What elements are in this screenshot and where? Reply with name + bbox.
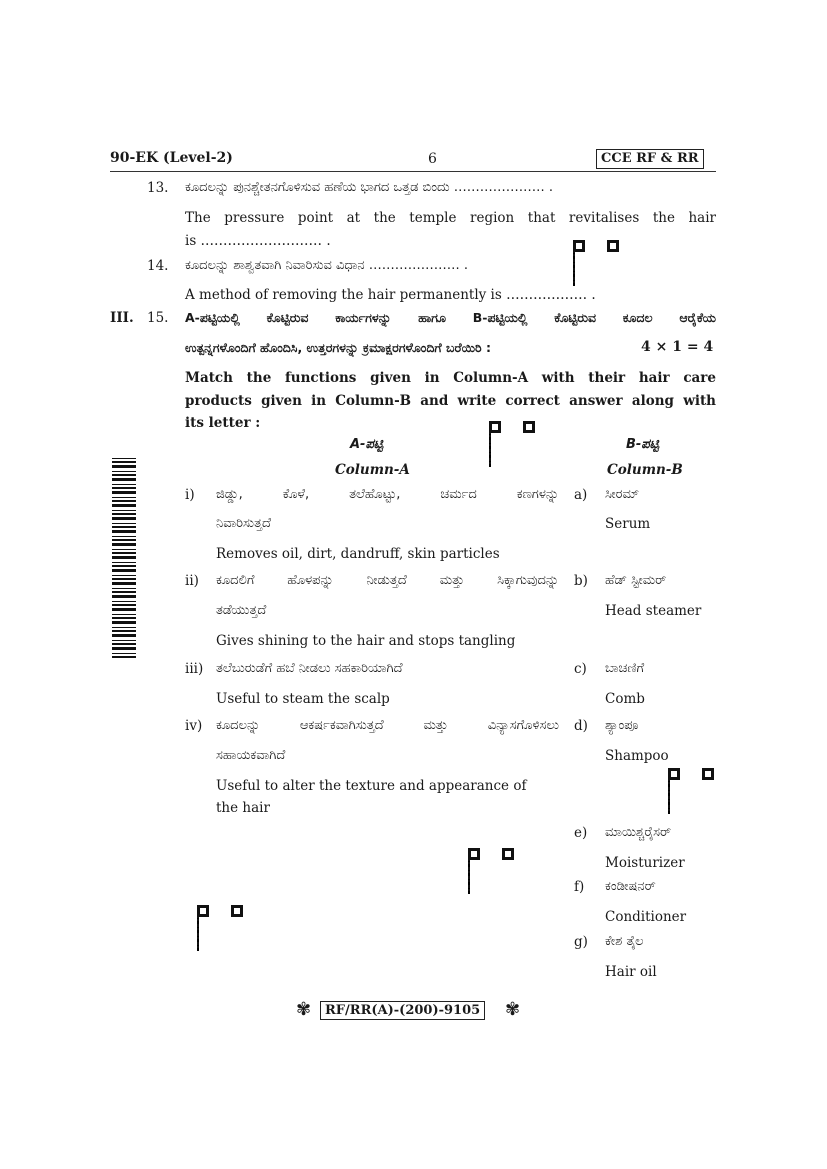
- section-number: III.: [110, 310, 134, 326]
- item-b-label: d): [574, 718, 588, 734]
- q15-english-line1: Match the functions given in Column-A with their hair care: [185, 370, 716, 386]
- column-b-heading: Column-B: [607, 462, 683, 478]
- item-b-english: Head steamer: [605, 603, 702, 619]
- item-a-kannada-line1: ಜಿಡ್ಡು, ಕೊಳೆ, ತಲೆಹೊಟ್ಟು, ಚರ್ಮದ ಕಣಗಳನ್ನು: [216, 487, 559, 502]
- item-b-kannada: ಸೀರಮ್: [605, 487, 640, 502]
- qr-code-5: [197, 905, 243, 951]
- q15-number: 15.: [147, 310, 169, 326]
- item-b-kannada: ಕಂಡೀಷನರ್: [605, 879, 656, 894]
- item-a-kannada-line1: ಕೂದಲಿಗೆ ಹೊಳಪನ್ನು ನೀಡುತ್ತದೆ ಮತ್ತು ಸಿಕ್ಕಾಗುವುದನ್ನು: [216, 573, 559, 588]
- item-b-label: c): [574, 661, 587, 677]
- footer-ornament-right-icon: ✾: [505, 999, 521, 1020]
- exam-box: CCE RF & RR: [596, 149, 704, 169]
- q15-english-line2: products given in Column-B and write correct answer along with: [185, 393, 716, 409]
- column-a-heading: Column-A: [335, 462, 410, 478]
- q15-marks: 4 × 1 = 4: [641, 339, 714, 355]
- item-b-english: Comb: [605, 691, 645, 707]
- item-b-label: e): [574, 825, 588, 841]
- item-b-kannada: ಶ್ಯಾಂಪೂ: [605, 718, 639, 733]
- side-barcode: [112, 455, 136, 658]
- item-b-kannada: ಮಾಯಿಶ್ಚರೈಸರ್: [605, 825, 672, 840]
- q13-number: 13.: [147, 180, 169, 196]
- q14-number: 14.: [147, 258, 169, 274]
- item-a-kannada-line2: ನಿವಾರಿಸುತ್ತದೆ: [216, 516, 271, 531]
- item-b-kannada: ಬಾಚಣಿಗೆ: [605, 661, 645, 676]
- item-a-english-line1: Gives shining to the hair and stops tangling: [216, 633, 516, 649]
- q15-kannada-line2: ಉತ್ಪನ್ನಗಳೊಂದಿಗೆ ಹೊಂದಿಸಿ, ಉತ್ತರಗಳನ್ನು ಕ್ರಮಾಕ್ಷರಗಳೊಂದಿಗೆ ಬರೆಯಿರಿ :: [185, 340, 491, 355]
- item-b-label: b): [574, 573, 588, 589]
- q13-kannada: ಕೂದಲನ್ನು ಪುನಶ್ಚೇತನಗೊಳಿಸುವ ಹಣೆಯ ಭಾಗದ ಒತ್ತಡ ಬಿಂದು ………………… .: [185, 180, 553, 195]
- item-b-english: Serum: [605, 516, 651, 532]
- item-b-english: Shampoo: [605, 748, 669, 764]
- q13-english-line1: The pressure point at the temple region that revitalises the hair: [185, 210, 716, 226]
- qr-code-1: [573, 240, 619, 286]
- item-b-kannada: ಹೆಡ್ ಸ್ಟೀಮರ್: [605, 573, 667, 588]
- item-a-label: ii): [185, 573, 199, 589]
- q13-english-line2: is ……………………… .: [185, 233, 331, 249]
- q15-english-line3: its letter :: [185, 415, 261, 431]
- qr-code-3: [668, 768, 714, 814]
- item-b-english: Hair oil: [605, 964, 657, 980]
- footer-code: RF/RR(A)-(200)-9105: [320, 1001, 485, 1020]
- item-a-english-line1: Useful to alter the texture and appearance of: [216, 778, 527, 794]
- item-b-label: g): [574, 934, 588, 950]
- q14-english: A method of removing the hair permanently is ……………… .: [185, 287, 596, 303]
- q15-kannada-line1: A-ಪಟ್ಟಿಯಲ್ಲಿ ಕೊಟ್ಟಿರುವ ಕಾರ್ಯಗಳನ್ನು ಹಾಗೂ B-ಪಟ್ಟಿಯಲ್ಲಿ ಕೊಟ್ಟಿರುವ ಕೂದಲ ಆರೈಕೆಯ: [185, 310, 716, 325]
- page-number: 6: [428, 151, 437, 167]
- item-a-kannada-line2: ಸಹಾಯಕವಾಗಿದೆ: [216, 748, 286, 763]
- item-a-kannada-line1: ತಲೆಬುರುಡೆಗೆ ಹಬೆ ನೀಡಲು ಸಹಕಾರಿಯಾಗಿದೆ: [216, 661, 403, 676]
- column-a-kannada: A-ಪಟ್ಟಿ: [350, 437, 384, 452]
- qr-code-4: [468, 848, 514, 894]
- item-b-label: a): [574, 487, 588, 503]
- paper-code: 90-EK (Level-2): [110, 150, 233, 166]
- item-a-label: i): [185, 487, 195, 503]
- q14-kannada: ಕೂದಲನ್ನು ಶಾಶ್ವತವಾಗಿ ನಿವಾರಿಸುವ ವಿಧಾನ ………………… .: [185, 258, 468, 273]
- header-rule: [110, 171, 716, 172]
- item-b-kannada: ಕೇಶ ತೈಲ: [605, 934, 644, 949]
- item-b-english: Conditioner: [605, 909, 687, 925]
- column-b-kannada: B-ಪಟ್ಟಿ: [626, 437, 660, 452]
- item-a-kannada-line2: ತಡೆಯುತ್ತದೆ: [216, 603, 267, 618]
- item-b-label: f): [574, 879, 585, 895]
- item-a-english-line1: Useful to steam the scalp: [216, 691, 390, 707]
- item-a-english-line2: the hair: [216, 800, 270, 816]
- qr-code-2: [489, 421, 535, 467]
- item-a-kannada-line1: ಕೂದಲನ್ನು ಆಕರ್ಷಕವಾಗಿಸುತ್ತದೆ ಮತ್ತು ವಿನ್ಯಾಸಗೊಳಿಸಲು: [216, 718, 559, 733]
- item-a-label: iv): [185, 718, 203, 734]
- item-a-english-line1: Removes oil, dirt, dandruff, skin particles: [216, 546, 500, 562]
- item-b-english: Moisturizer: [605, 855, 685, 871]
- item-a-label: iii): [185, 661, 204, 677]
- footer-ornament-left-icon: ✾: [296, 999, 312, 1020]
